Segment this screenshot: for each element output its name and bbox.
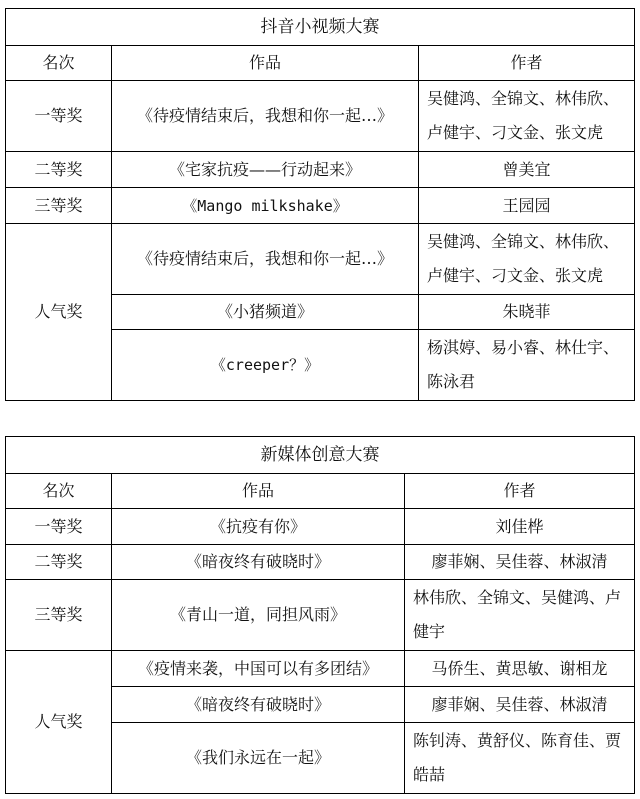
work-cell: 《青山一道，同担风雨》: [112, 580, 405, 651]
header-row: [6, 46, 635, 81]
work-cell: 《疫情来袭，中国可以有多团结》: [112, 651, 405, 687]
table-row: [6, 651, 635, 687]
header-author: 作者: [419, 46, 635, 81]
work-cell: 《待疫情结束后，我想和你一起…》: [112, 81, 419, 152]
authors-cell: 王园园: [419, 188, 635, 224]
authors-cell: 廖菲娴、吴佳蓉、林淑清: [405, 545, 635, 580]
rank-cell: 人气奖: [6, 224, 112, 401]
table-row: [6, 545, 635, 580]
authors-cell: 杨淇婷、易小睿、林仕宇、陈泳君: [419, 330, 635, 401]
rank-cell: 人气奖: [6, 651, 112, 794]
table-row: [6, 81, 635, 152]
header-rank: 名次: [6, 46, 112, 81]
rank-cell: 二等奖: [6, 545, 112, 580]
authors-cell: 吴健鸿、全锦文、林伟欣、卢健宇、刁文金、张文虎: [419, 224, 635, 295]
new-media-contest-table: [5, 436, 635, 794]
work-cell: 《creeper？》: [112, 330, 419, 401]
header-work: 作品: [112, 46, 419, 81]
work-cell: 《Mango milkshake》: [112, 188, 419, 224]
rank-cell: 二等奖: [6, 152, 112, 188]
authors-cell: 廖菲娴、吴佳蓉、林淑清: [405, 687, 635, 723]
work-cell: 《我们永远在一起》: [112, 723, 405, 794]
rank-cell: 三等奖: [6, 188, 112, 224]
table-row: [6, 580, 635, 651]
authors-cell: 刘佳桦: [405, 509, 635, 545]
authors-cell: 朱晓菲: [419, 295, 635, 330]
header-rank: 名次: [6, 474, 112, 509]
work-cell: 《暗夜终有破晓时》: [112, 687, 405, 723]
work-cell: 《抗疫有你》: [112, 509, 405, 545]
authors-cell: 吴健鸿、全锦文、林伟欣、卢健宇、刁文金、张文虎: [419, 81, 635, 152]
rank-cell: 一等奖: [6, 509, 112, 545]
authors-cell: 陈钊涛、黄舒仪、陈育佳、贾皓喆: [405, 723, 635, 794]
header-work: 作品: [112, 474, 405, 509]
work-cell: 《暗夜终有破晓时》: [112, 545, 405, 580]
work-cell: 《小猪频道》: [112, 295, 419, 330]
rank-cell: 三等奖: [6, 580, 112, 651]
work-cell: 《宅家抗疫——行动起来》: [112, 152, 419, 188]
douyin-contest-table: [5, 8, 635, 401]
table-row: [6, 188, 635, 224]
table-title: 新媒体创意大赛: [6, 437, 635, 474]
header-row: [6, 474, 635, 509]
table-row: [6, 152, 635, 188]
header-author: 作者: [405, 474, 635, 509]
authors-cell: 马侨生、黄思敏、谢相龙: [405, 651, 635, 687]
authors-cell: 曾美宜: [419, 152, 635, 188]
table-row: [6, 509, 635, 545]
rank-cell: 一等奖: [6, 81, 112, 152]
table-row: [6, 224, 635, 295]
table-title: 抖音小视频大赛: [6, 9, 635, 46]
authors-cell: 林伟欣、全锦文、吴健鸿、卢健宇: [405, 580, 635, 651]
work-cell: 《待疫情结束后，我想和你一起…》: [112, 224, 419, 295]
